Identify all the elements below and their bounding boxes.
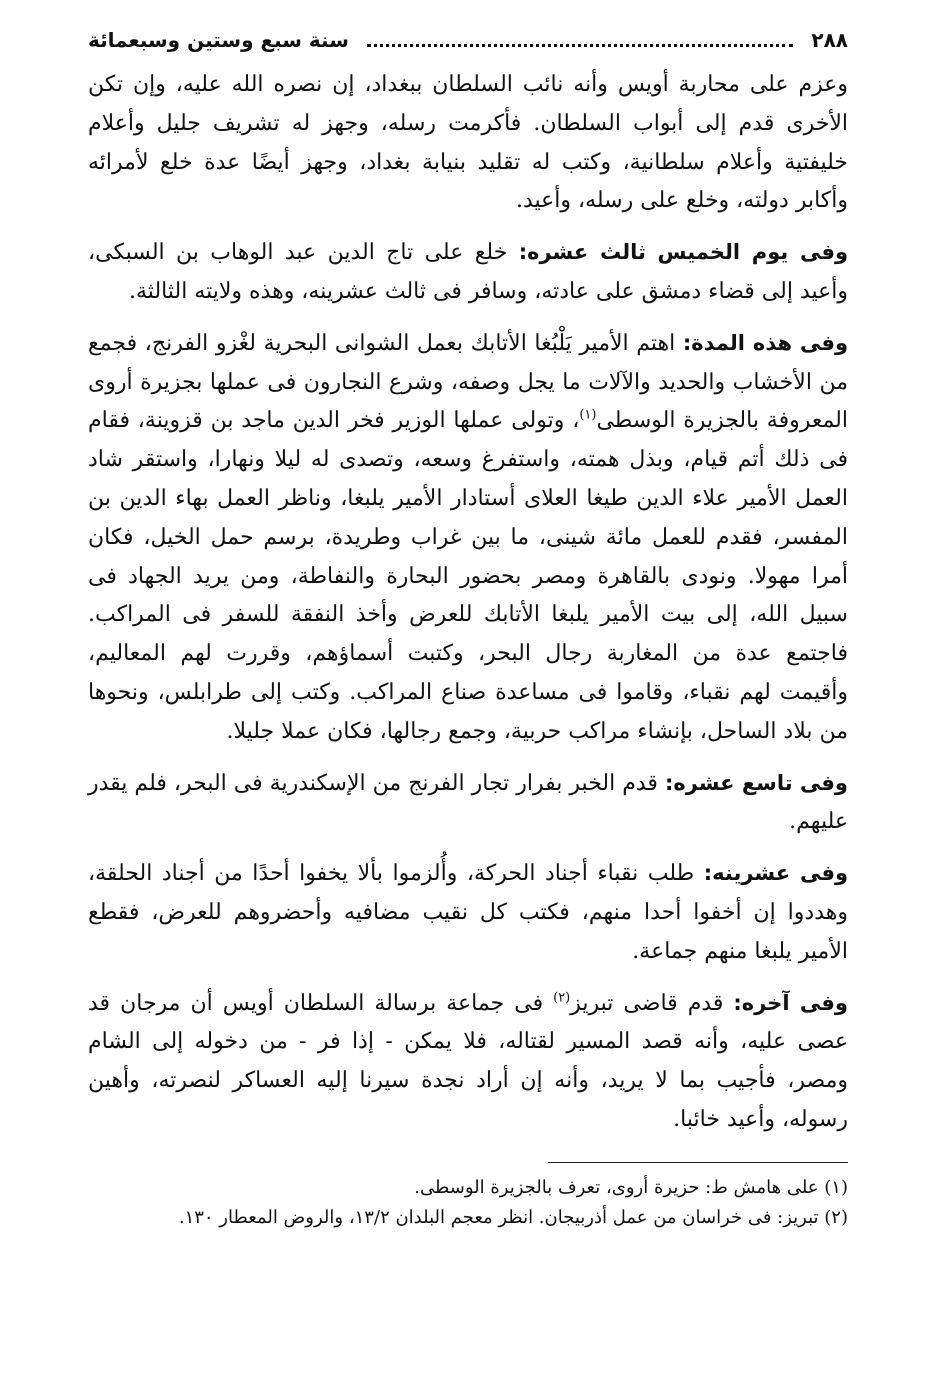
paragraph-lead: وفى عشرينه:	[703, 861, 848, 886]
footnotes	[88, 1173, 848, 1233]
paragraph-text-continued: فى جماعة برسالة السلطان أويس أن مرجان قد عصى عليه، وأنه قصد المسير لقتاله، فلا يمكن - إذا فر - من دخوله إلى الشام ومصر، فأجيب بما لا يريد، وأنه إن أراد نجدة سيرنا إليه العساكر لنصرته، وأهين رسوله، وأعيد خائبا.	[88, 990, 848, 1132]
footnote-marker[interactable]: (٢)	[553, 990, 571, 1006]
running-header	[88, 28, 848, 62]
paragraph-lead: وفى آخره:	[733, 990, 848, 1015]
paragraph-text-continued: ، وتولى عملها الوزير فخر الدين ماجد بن قزوينة، فقام فى ذلك أتم قيام، وبذل همته، واستفرغ وسعه، وتصدى له ليلا ونهارا، واستقر شاد العمل الأمير علاء الدين طيغا العلاى أستادار الأمير يلبغا، وناظر العمل بهاء الدين بن المفسر، فقدم للعمل مائة شينى، ما بين غراب وطريدة، برسم حمل الخيل، فكان أمرا مهولا. ونودى بالقاهرة ومصر بحضور البحارة والنفاطة، ومن يريد الجهاد فى سبيل الله، إلى بيت الأمير يلبغا الأتابك للعرض وأخذ النفقة للسفر فى المراكب. فاجتمع عدة من المغاربة رجال البحر، وكتبت أسماؤهم، وقررت لهم المعاليم، وأقيمت لهم نقباء، وقاموا فى مساعدة صناع المراكب. وكتب إلى طرابلس، ونحوها من بلاد الساحل، بإنشاء مراكب حربية، وجمع رجالها، فكان عملا جليلا.	[88, 408, 848, 744]
footnote-2: (٢) تبريز: فى خراسان من عمل أذربيجان. انظر معجم البلدان ٢/‏١٣، والروض المعطار ١٣٠.	[178, 1206, 848, 1228]
paragraph-text: خلع على تاج الدين عبد الوهاب بن السبكى، وأعيد إلى قضاء دمشق على عادته، وسافر فى ثالث عشرينه، وهذه ولايته الثالثة.	[88, 240, 848, 304]
page-number: ٢٨٨	[811, 28, 848, 52]
running-title: سنة سبع وستين وسبعمائة	[88, 28, 349, 52]
paragraph-lead: وفى يوم الخميس ثالث عشره:	[518, 240, 848, 265]
paragraph-text: وعزم على محاربة أويس وأنه نائب السلطان ببغداد، إن نصره الله عليه، وإن تكن الأخرى قدم إلى أبواب السلطان. فأكرمت رسله، وجهز له تشريف جليل وأعلام خليفتية وأعلام سلطانية، وكتب له تقليد بنيابة بغداد، وجهز أيضًا عدة خلع لأمرائه وأكابر دولته، وخلع على رسله، وأعيد.	[88, 72, 848, 214]
paragraph-6	[88, 984, 848, 1140]
paragraph-5	[88, 854, 848, 971]
footnote-divider	[548, 1162, 848, 1163]
paragraph-lead: وفى تاسع عشره:	[664, 770, 848, 795]
paragraph-text: قدم قاضى تبريز	[570, 990, 724, 1016]
paragraph-text: اهتم الأمير يَلْبُغا الأتابك بعمل الشوانى البحرية لغْزو الفرنج، فجمع من الأخشاب والحديد والآلات ما يجل وصفه، وشرع النجارون فى عملها بجزيرة أروى المعروفة بالجزيرة الوسطى	[88, 330, 848, 434]
paragraph-4	[88, 764, 848, 843]
leader-dots	[367, 34, 793, 47]
footnote-1: (١) على هامش ط: حزيرة أروى، تعرف بالجزيرة الوسطى.	[414, 1176, 848, 1198]
paragraph-text: قدم الخبر بفرار تجار الفرنج من الإسكندرية فى البحر، فلم يقدر عليهم.	[88, 770, 848, 835]
paragraph-3	[88, 324, 848, 752]
paragraph-1	[88, 66, 848, 221]
main-text	[88, 66, 848, 1140]
footnote-marker[interactable]: (١)	[579, 408, 597, 424]
paragraph-text: طلب نقباء أجناد الحركة، وأُلزموا بألا يخفوا أحدًا من أجناد الحلقة، وهددوا إن أخفوا أحدا منهم، فكتب كل نقيب مضافيه وأحضروهم للعرض، فقطع الأمير يلبغا منهم جماعة.	[88, 861, 848, 964]
paragraph-lead: وفى هذه المدة:	[682, 330, 848, 355]
paragraph-2	[88, 233, 848, 312]
